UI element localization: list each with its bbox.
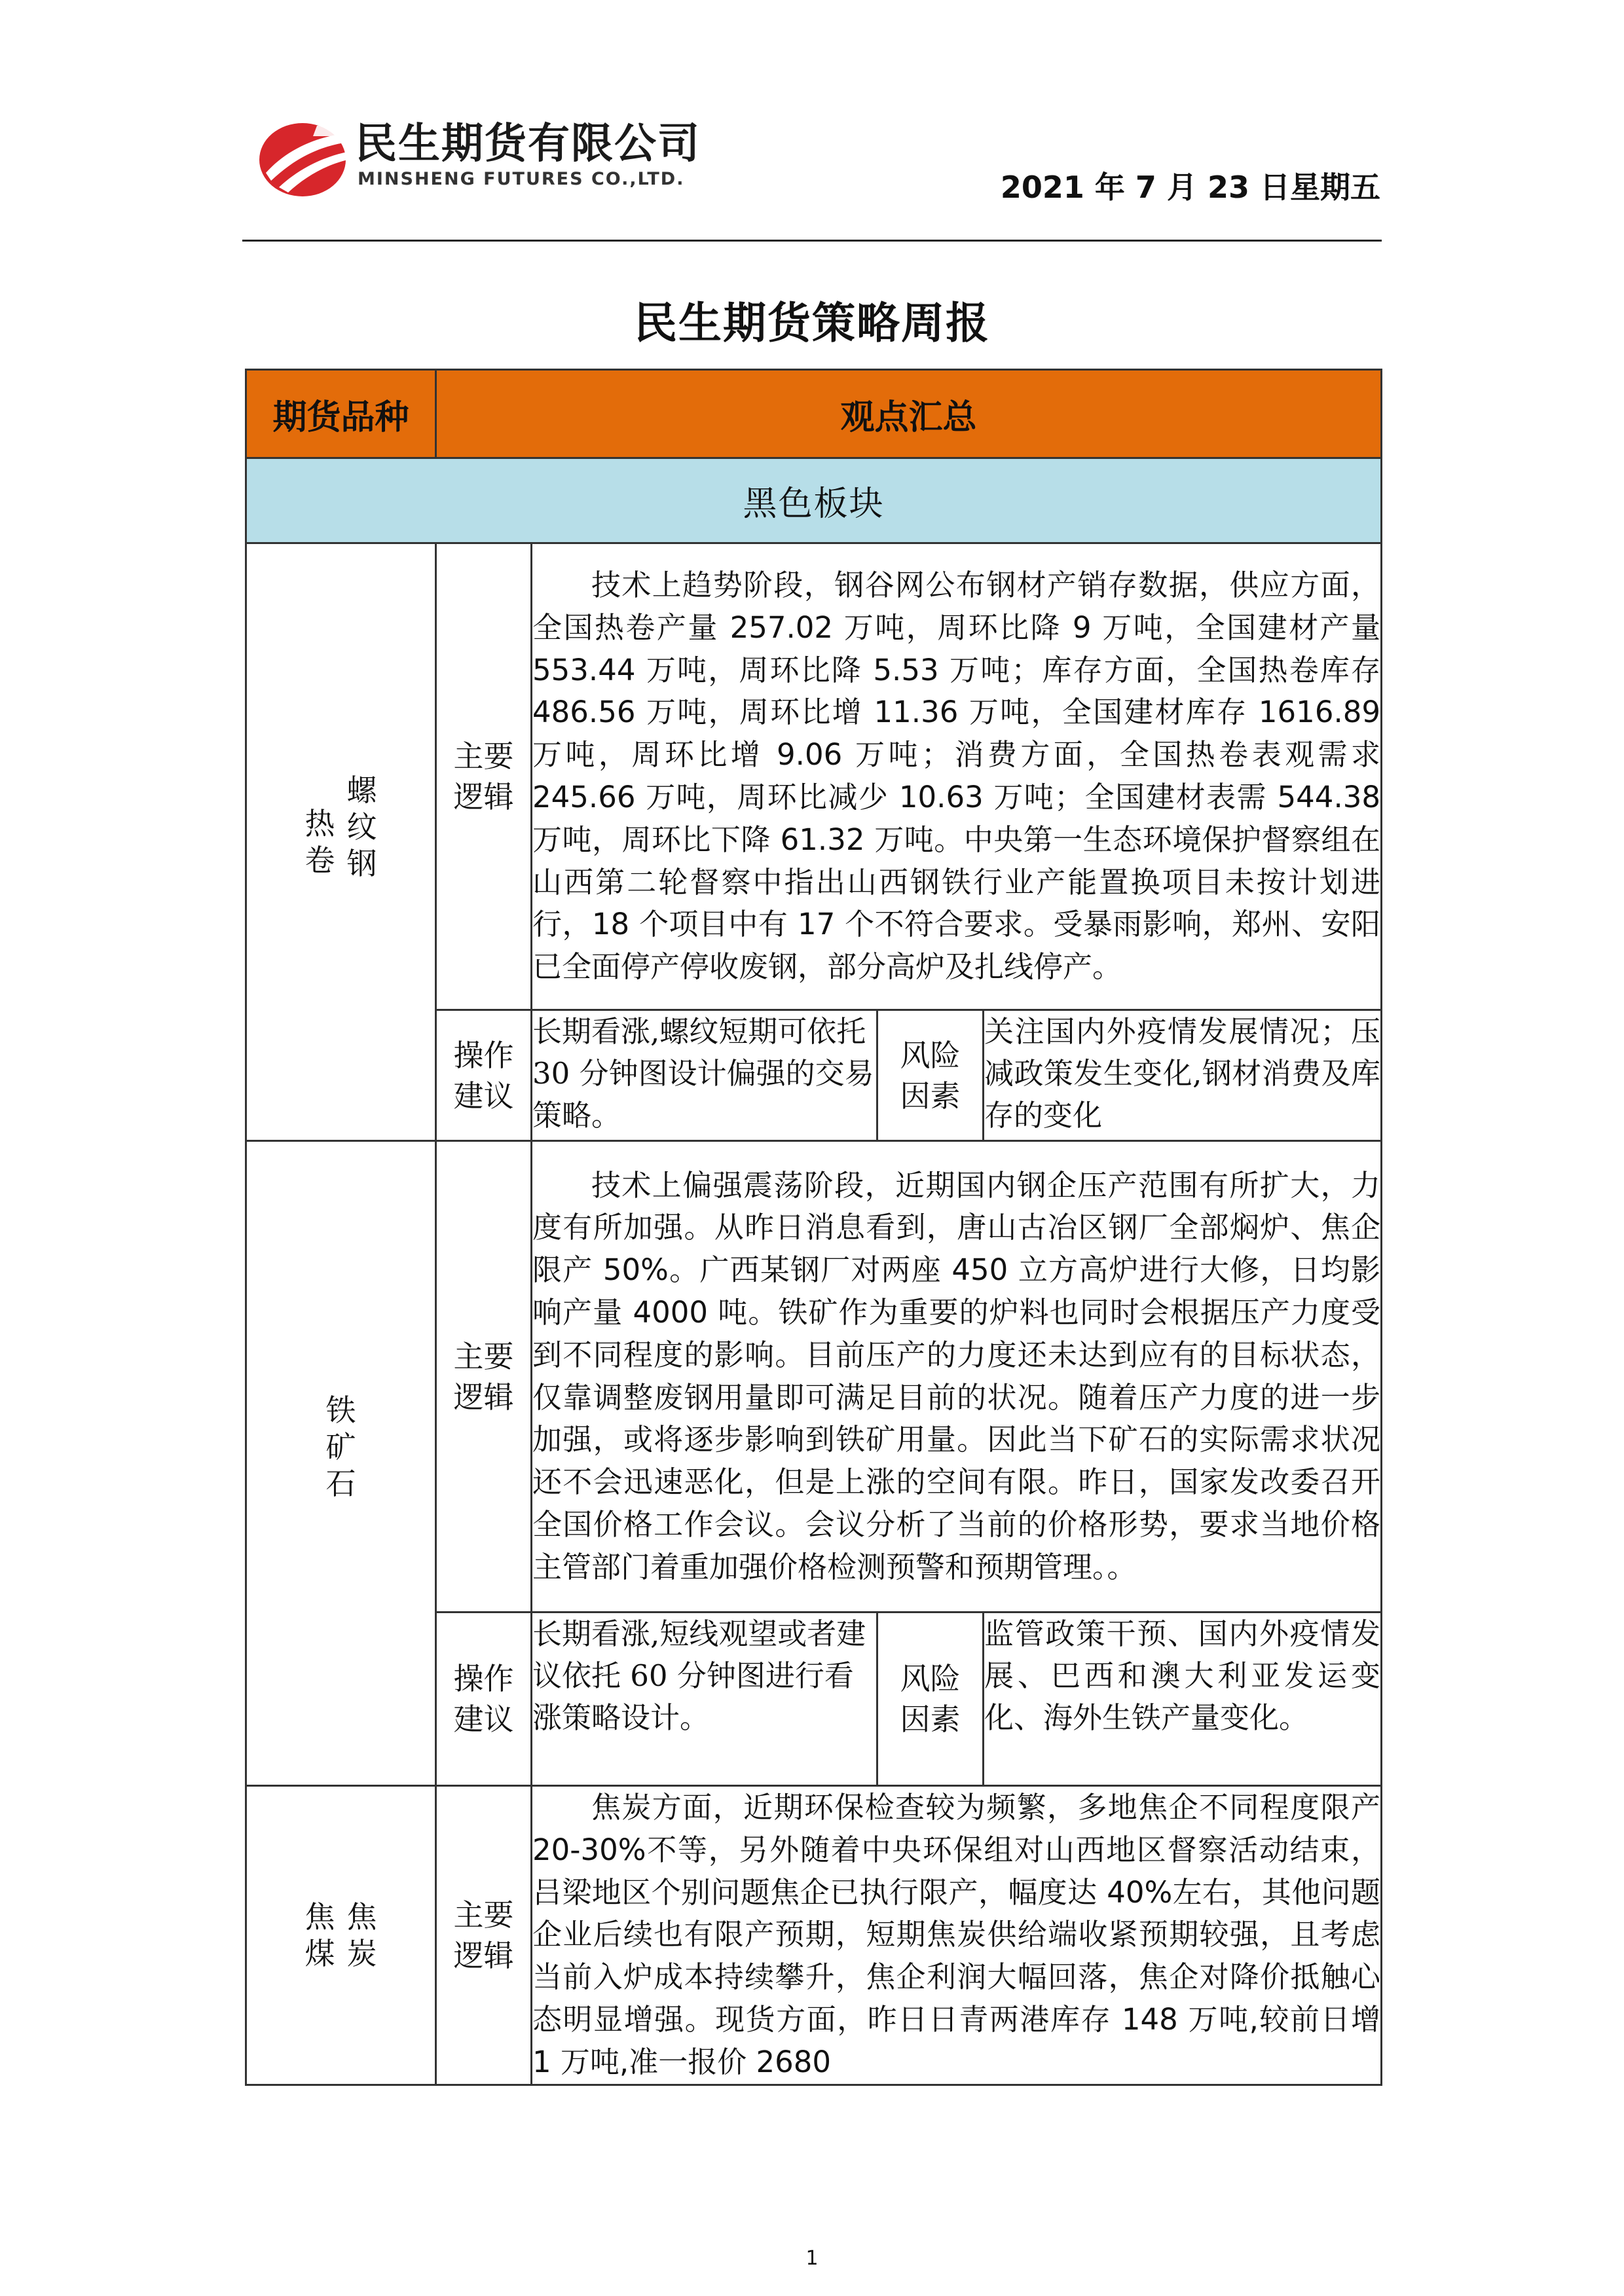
page-title: 民生期货策略周报 (634, 298, 990, 348)
company-logo (257, 113, 741, 204)
section-row (246, 458, 1382, 543)
strategy-table (245, 369, 1382, 2086)
company-name-cn: 民生期货有限公司 (355, 120, 701, 168)
risk-label: 风险 因素 (877, 1613, 984, 1786)
variety-cell-coke-coal (246, 1786, 436, 2085)
main-logic-label: 主要 逻辑 (436, 1786, 532, 2085)
page-number: 1 (805, 2247, 819, 2270)
operation-text: 长期看涨,短线观望或者建议依托 60 分钟图进行看涨策略设计。 (532, 1613, 877, 1786)
main-logic-label: 主要 逻辑 (436, 1141, 532, 1613)
header-divider (242, 240, 1382, 242)
variety-label-col: 螺 纹 钢 (346, 773, 377, 881)
variety-label-col: 铁 矿 石 (325, 1393, 356, 1501)
variety-cell-iron-ore (246, 1141, 436, 1786)
table-row (246, 543, 1382, 1010)
main-logic-text: 技术上偏强震荡阶段，近期国内钢企压产范围有所扩大，力度有所加强。从昨日消息看到，唐山古冶区钢厂全部焖炉、焦企限产 50%。广西某钢厂对两座 450 立方高炉进行大修，日均影响产量 4000 吨。铁矿作为重要的炉料也同时会根据压产力度受到不同程度的影响。目前压产的力度还未达到应有的目标状态，仅靠调整废钢用量即可满足目前的状况。随着压产力度的进一步加强，或将逐步影响到铁矿用量。因此当下矿石的实际需求状况还不会迅速恶化，但是上涨的空间有限。昨日，国家发改委召开全国价格工作会议。会议分析了当前的价格形势，要求当地价格主管部门着重加强价格检测预警和预期管理。。 (532, 1141, 1382, 1613)
table-row (246, 1786, 1382, 2085)
company-name-en: MINSHENG FUTURES CO.,LTD. (358, 169, 685, 189)
section-title: 黑色板块 (246, 458, 1382, 543)
operation-label: 操作 建议 (436, 1010, 532, 1141)
risk-text: 监管政策干预、国内外疫情发展、巴西和澳大利亚发运变化、海外生铁产量变化。 (984, 1613, 1382, 1786)
variety-label-col: 热 卷 (304, 806, 335, 878)
table-row (246, 1141, 1382, 1613)
risk-label: 风险 因素 (877, 1010, 984, 1141)
table-header-row (246, 370, 1382, 458)
main-logic-text: 技术上趋势阶段，钢谷网公布钢材产销存数据，供应方面，全国热卷产量 257.02 万吨，周环比降 9 万吨，全国建材产量 553.44 万吨，周环比降 5.53 万吨；库存方面，全国热卷库存 486.56 万吨，周环比增 11.36 万吨，全国建材库存 1616.89 万吨，周环比增 9.06 万吨；消费方面，全国热卷表观需求 245.66 万吨，周环比减少 10.63 万吨；全国建材表需 544.38 万吨，周环比下降 61.32 万吨。中央第一生态环境保护督察组在山西第二轮督察中指出山西钢铁行业产能置换项目未按计划进行，18 个项目中有 17 个不符合要求。受暴雨影响，郑州、安阳已全面停产停收废钢，部分高炉及扎线停产。 (532, 543, 1382, 1010)
variety-cell-rebar-hrc (246, 543, 436, 1141)
operation-text: 长期看涨,螺纹短期可依托 30 分钟图设计偏强的交易策略。 (532, 1010, 877, 1141)
variety-label-col: 焦 炭 (346, 1899, 377, 1971)
column-header-summary: 观点汇总 (436, 370, 1382, 458)
main-logic-text: 焦炭方面，近期环保检查较为频繁，多地焦企不同程度限产 20-30%不等，另外随着中央环保组对山西地区督察活动结束，吕梁地区个别问题焦企已执行限产，幅度达 40%左右，其他问题企业后续也有限产预期，短期焦炭供给端收紧预期较强，且考虑当前入炉成本持续攀升，焦企利润大幅回落，焦企对降价抵触心态明显增强。现货方面，昨日日青两港库存 148 万吨,较前日增 1 万吨,准一报价 2680 (532, 1786, 1382, 2085)
variety-label-col: 焦 煤 (304, 1899, 335, 1971)
main-logic-label: 主要 逻辑 (436, 543, 532, 1010)
column-header-variety: 期货品种 (246, 370, 436, 458)
operation-label: 操作 建议 (436, 1613, 532, 1786)
report-date: 2021 年 7 月 23 日星期五 (1000, 170, 1380, 205)
risk-text: 关注国内外疫情发展情况；压减政策发生变化,钢材消费及库存的变化 (984, 1010, 1382, 1141)
